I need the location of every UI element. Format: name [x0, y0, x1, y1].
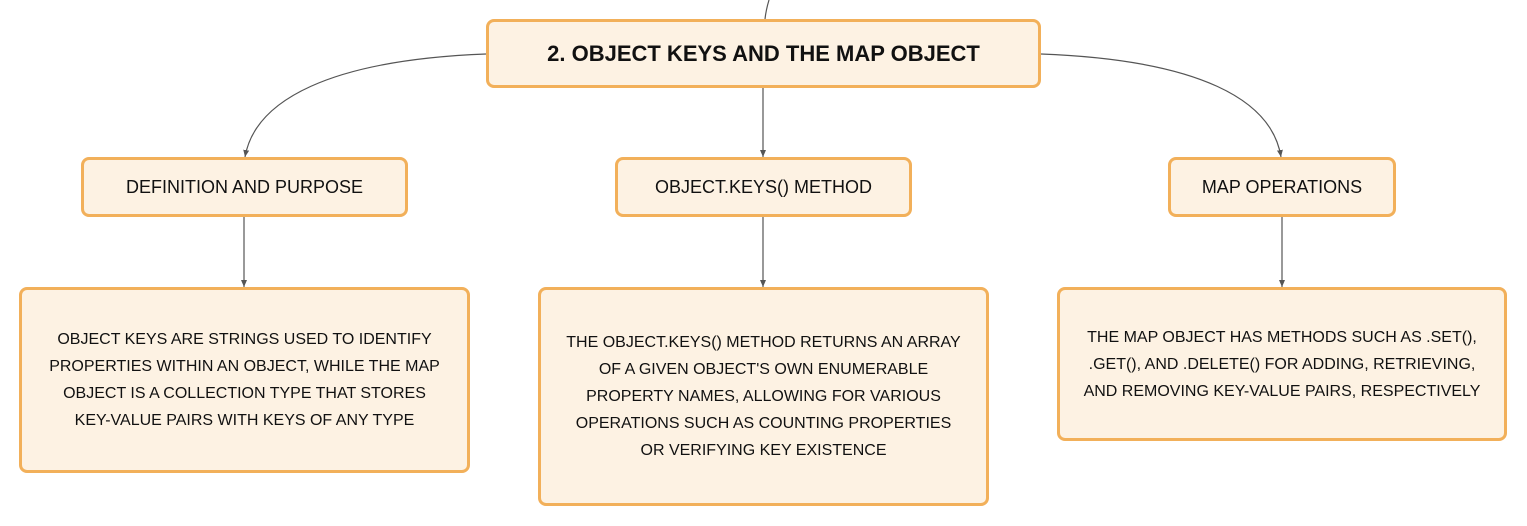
- topic-node-label: DEFINITION AND PURPOSE: [125, 176, 364, 197]
- detail-node-definition-and-purpose[interactable]: [19, 287, 470, 473]
- topic-node-label: MAP OPERATIONS: [1201, 176, 1363, 197]
- root-node[interactable]: [486, 19, 1041, 88]
- detail-node-text: THE MAP OBJECT HAS METHODS SUCH AS .SET(), .GET(), AND .DELETE() FOR ADDING, RETRIEVING, AND REMOVING KEY-VALUE PAIRS, RESPECTIVELY: [1083, 328, 1481, 400]
- root-node-label: 2. OBJECT KEYS AND THE MAP OBJECT: [547, 40, 980, 66]
- incoming-connector: [765, 0, 769, 19]
- topic-node-label: OBJECT.KEYS() METHOD: [654, 176, 873, 197]
- detail-node-map-operations[interactable]: [1057, 287, 1507, 441]
- detail-node-text: OBJECT KEYS ARE STRINGS USED TO IDENTIFY PROPERTIES WITHIN AN OBJECT, WHILE THE MAP OBJECT IS A COLLECTION TYPE THAT STORES KEY-VALUE PAIRS WITH KEYS OF ANY TYPE: [49, 331, 440, 429]
- connector-root-to-map-operations: [1041, 54, 1281, 157]
- detail-node-text: THE OBJECT.KEYS() METHOD RETURNS AN ARRAY OF A GIVEN OBJECT'S OWN ENUMERABLE PROPERTY NAMES, ALLOWING FOR VARIOUS OPERATIONS SUCH AS COUNTING PROPERTIES OR VERIFYING KEY EXISTENCE: [566, 334, 961, 459]
- connector-root-to-definition: [245, 54, 486, 157]
- detail-node-object-keys-method[interactable]: [538, 287, 989, 506]
- topic-node-map-operations[interactable]: [1168, 157, 1396, 217]
- topic-node-object-keys-method[interactable]: [615, 157, 912, 217]
- topic-node-definition-and-purpose[interactable]: [81, 157, 408, 217]
